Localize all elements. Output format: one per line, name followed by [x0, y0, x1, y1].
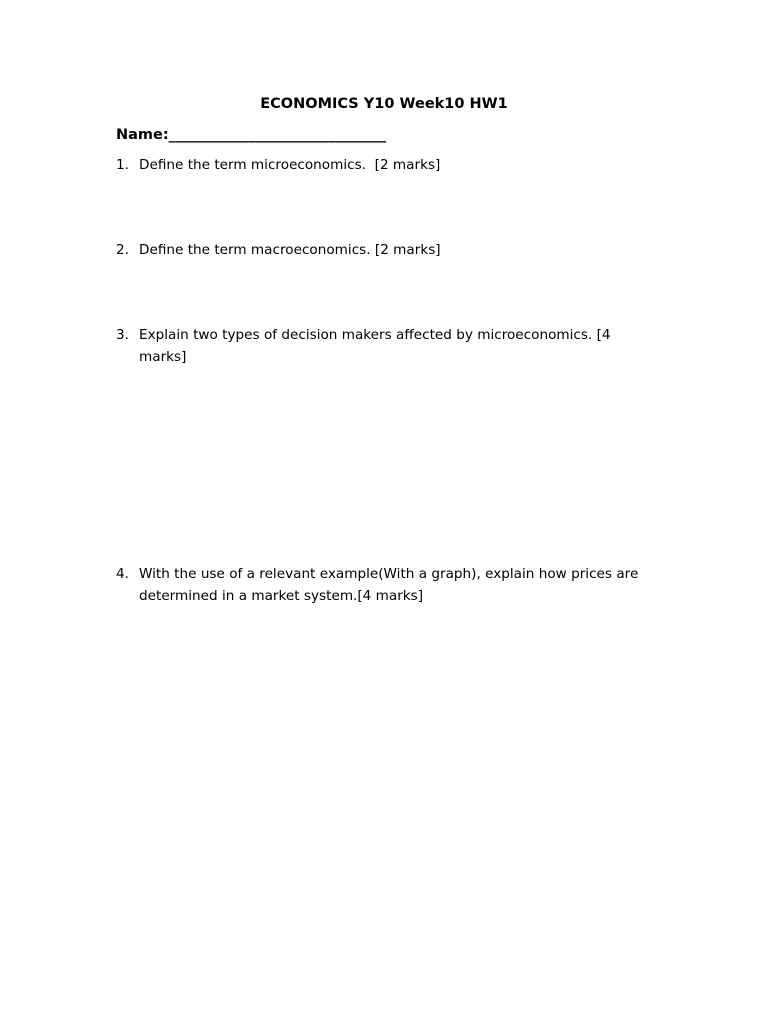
- question-3: [116, 325, 646, 368]
- question-text: Explain two types of decision makers affected by microeconomics. [4 marks]: [139, 327, 611, 365]
- question-text: Define the term microeconomics. [2 marks]: [139, 157, 441, 173]
- question-text: With the use of a relevant example(With a graph), explain how prices are determined in a market system.[4 marks]: [139, 566, 639, 604]
- question-number: 1.: [116, 157, 129, 173]
- question-number: 3.: [116, 327, 129, 343]
- question-text: Define the term macroeconomics. [2 marks]: [139, 242, 441, 258]
- question-2: [116, 240, 646, 262]
- name-field: Name:______________________________: [116, 127, 387, 143]
- question-number: 2.: [116, 242, 129, 258]
- question-number: 4.: [116, 566, 129, 582]
- question-4: [116, 564, 646, 607]
- page-title: ECONOMICS Y10 Week10 HW1: [260, 96, 508, 112]
- question-1: [116, 155, 646, 177]
